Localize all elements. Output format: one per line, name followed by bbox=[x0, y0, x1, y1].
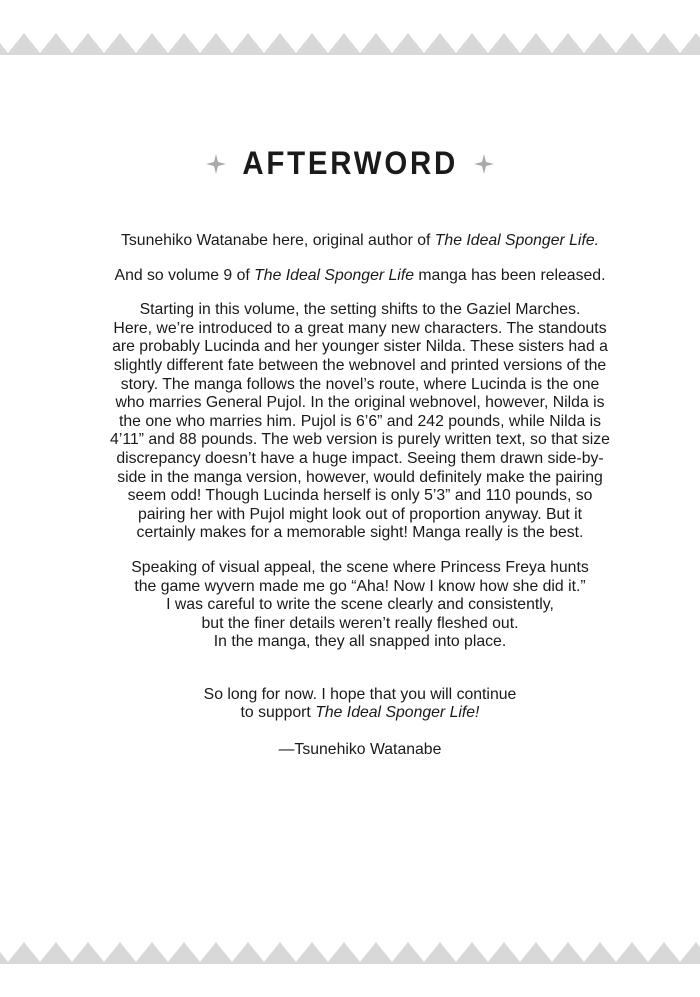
text-line: but the finer details weren’t really fleshed out. bbox=[201, 614, 519, 632]
paragraph bbox=[95, 686, 625, 723]
text-line: —Tsunehiko Watanabe bbox=[278, 741, 442, 759]
triangle-pattern-icon bbox=[0, 33, 700, 55]
book-title: The Ideal Sponger Life! bbox=[315, 704, 480, 722]
book-title: The Ideal Sponger Life bbox=[254, 266, 414, 284]
text-line: side in the manga version, however, would definitely make the pairing bbox=[117, 468, 603, 486]
text-line: to support The Ideal Sponger Life! bbox=[240, 704, 480, 722]
text-line: So long for now. I hope that you will continue bbox=[203, 685, 517, 703]
paragraph bbox=[95, 232, 625, 251]
text-line: who marries General Pujol. In the original webnovel, however, Nilda is bbox=[115, 394, 605, 412]
paragraph bbox=[95, 741, 625, 760]
sparkle-right-icon bbox=[473, 153, 495, 175]
text-line: Here, we’re introduced to a great many new characters. The standouts bbox=[113, 319, 607, 337]
text-line: slightly different fate between the webnovel and printed versions of the bbox=[113, 356, 607, 374]
text-line: I was careful to write the scene clearly and consistently, bbox=[166, 596, 554, 614]
sparkle-left-icon bbox=[205, 153, 227, 175]
text-line: pairing her with Pujol might look out of proportion anyway. But it bbox=[137, 505, 582, 523]
text-line: story. The manga follows the novel’s route, where Lucinda is the one bbox=[120, 375, 600, 393]
text-line: discrepancy doesn’t have a huge impact. Seeing them drawn side-by- bbox=[116, 449, 604, 467]
text-line: Speaking of visual appeal, the scene where Princess Freya hunts bbox=[131, 558, 589, 576]
text-line: the one who marries him. Pujol is 6’6” and 242 pounds, while Nilda is bbox=[118, 412, 602, 430]
text-line: 4’11” and 88 pounds. The web version is purely written text, so that size bbox=[110, 431, 610, 449]
book-title: The Ideal Sponger Life. bbox=[434, 232, 600, 249]
text-line: certainly makes for a memorable sight! Manga really is the best. bbox=[136, 524, 584, 542]
text-line: the game wyvern made me go “Aha! Now I know how she did it.” bbox=[134, 577, 586, 595]
bottom-decorative-border bbox=[0, 942, 700, 964]
text-line: Tsunehiko Watanabe here, original author of The Ideal Sponger Life. bbox=[120, 232, 600, 249]
text-line: Starting in this volume, the setting shifts to the Gaziel Marches. bbox=[139, 301, 581, 319]
text-line: are probably Lucinda and her younger sister Nilda. These sisters had a bbox=[112, 338, 608, 356]
title-row bbox=[0, 145, 700, 182]
text-line: In the manga, they all snapped into place. bbox=[213, 633, 507, 651]
top-decorative-border bbox=[0, 33, 700, 55]
text-line: And so volume 9 of The Ideal Sponger Life manga has been released. bbox=[114, 266, 606, 284]
paragraph bbox=[95, 559, 625, 652]
triangle-pattern-icon bbox=[0, 942, 700, 964]
paragraph bbox=[95, 267, 625, 286]
text-line: seem odd! Though Lucinda herself is only 5’3” and 110 pounds, so bbox=[127, 487, 593, 505]
afterword-body bbox=[95, 232, 625, 776]
page-title: AFTERWORD bbox=[242, 145, 458, 181]
paragraph bbox=[95, 301, 625, 543]
